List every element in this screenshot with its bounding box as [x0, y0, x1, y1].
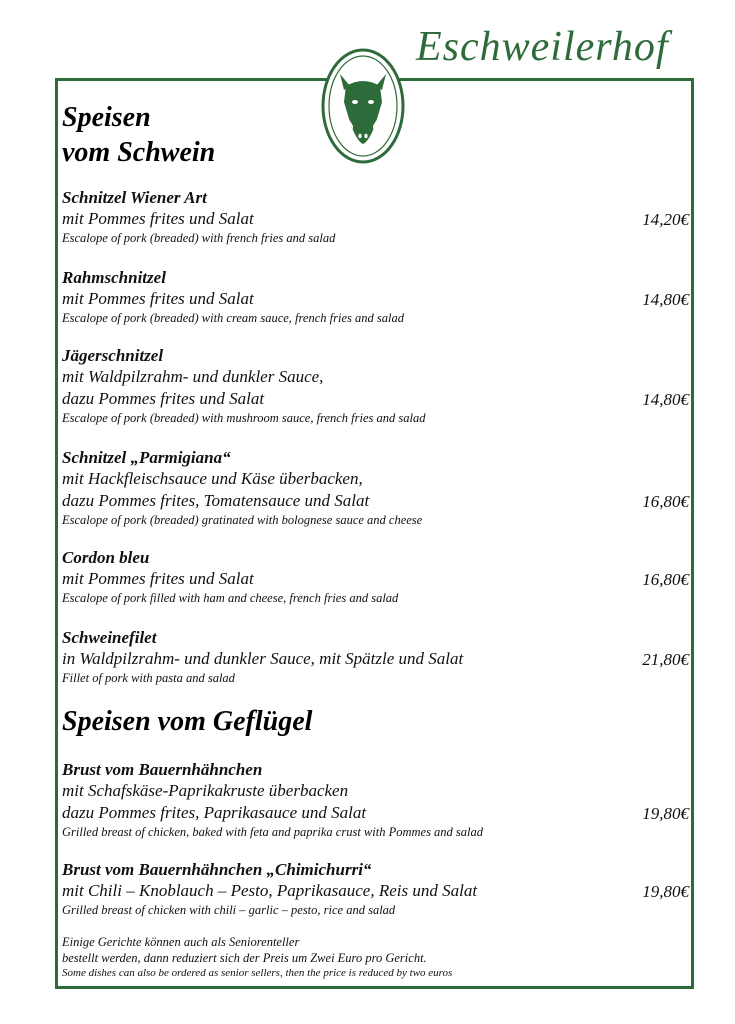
dish-price: 16,80€	[642, 570, 689, 589]
dish-description-de: dazu Pommes frites und Salat	[62, 389, 265, 408]
dish-description-en: Escalope of pork filled with ham and cheese, french fries and salad	[62, 591, 399, 605]
dish-description-de: mit Pommes frites und Salat	[62, 209, 254, 228]
menu-item	[62, 546, 692, 606]
dish-price: 14,80€	[642, 290, 689, 309]
dish-name: Schnitzel „Parmigiana“	[62, 448, 231, 467]
dish-price: 19,80€	[642, 882, 689, 901]
dish-description-en: Escalope of pork (breaded) with mushroom sauce, french fries and salad	[62, 411, 426, 425]
dish-name: Brust vom Bauernhähnchen „Chimichurri“	[62, 860, 372, 879]
dish-name: Schweinefilet	[62, 628, 157, 647]
menu-item	[62, 626, 692, 686]
dish-description-de: mit Chili – Knoblauch – Pesto, Paprikasauce, Reis und Salat	[62, 881, 478, 900]
menu-item	[62, 266, 692, 326]
boar-head-icon	[320, 46, 406, 166]
dish-description-en: Grilled breast of chicken, baked with feta and paprika crust with Pommes and salad	[62, 825, 484, 839]
section-title-pork: Speisen vom Schwein	[62, 102, 216, 168]
dish-price: 14,20€	[642, 210, 689, 229]
dish-description-de: mit Waldpilzrahm- und dunkler Sauce,	[62, 367, 324, 386]
dish-price: 21,80€	[642, 650, 689, 669]
dish-description-de: in Waldpilzrahm- und dunkler Sauce, mit Spätzle und Salat	[62, 649, 464, 668]
senior-plate-note	[62, 934, 682, 981]
dish-description-de: mit Pommes frites und Salat	[62, 289, 254, 308]
dish-description-en: Escalope of pork (breaded) with french fries and salad	[62, 231, 336, 245]
dish-name: Jägerschnitzel	[62, 346, 164, 365]
menu-item	[62, 858, 692, 918]
restaurant-name: Eschweilerhof	[416, 24, 669, 70]
dish-price: 14,80€	[642, 390, 689, 409]
dish-description-en: Grilled breast of chicken with chili – garlic – pesto, rice and salad	[62, 903, 396, 917]
menu-item	[62, 446, 692, 528]
menu-item	[62, 758, 692, 840]
note-line-en: Some dishes can also be ordered as senior sellers, then the price is reduced by two euros	[62, 967, 453, 979]
menu-item	[62, 186, 692, 246]
dish-description-en: Escalope of pork (breaded) gratinated with bolognese sauce and cheese	[62, 513, 423, 527]
dish-description-en: Fillet of pork with pasta and salad	[62, 671, 235, 685]
note-line-de: bestellt werden, dann reduziert sich der Preis um Zwei Euro pro Gericht.	[62, 951, 427, 965]
dish-price: 16,80€	[642, 492, 689, 511]
dish-description-de: dazu Pommes frites, Tomatensauce und Salat	[62, 491, 370, 510]
dish-price: 19,80€	[642, 804, 689, 823]
dish-description-de: mit Pommes frites und Salat	[62, 569, 254, 588]
dish-name: Rahmschnitzel	[62, 268, 166, 287]
dish-name: Brust vom Bauernhähnchen	[62, 760, 263, 779]
dish-name: Schnitzel Wiener Art	[62, 188, 207, 207]
dish-description-en: Escalope of pork (breaded) with cream sauce, french fries and salad	[62, 311, 404, 325]
dish-name: Cordon bleu	[62, 548, 150, 567]
dish-description-de: dazu Pommes frites, Paprikasauce und Salat	[62, 803, 367, 822]
dish-description-de: mit Schafskäse-Paprikakruste überbacken	[62, 781, 349, 800]
section-title-poultry: Speisen vom Geflügel	[62, 706, 313, 737]
menu-item	[62, 344, 692, 426]
dish-description-de: mit Hackfleischsauce und Käse überbacken,	[62, 469, 363, 488]
note-line-de: Einige Gerichte können auch als Seniorenteller	[62, 935, 300, 949]
